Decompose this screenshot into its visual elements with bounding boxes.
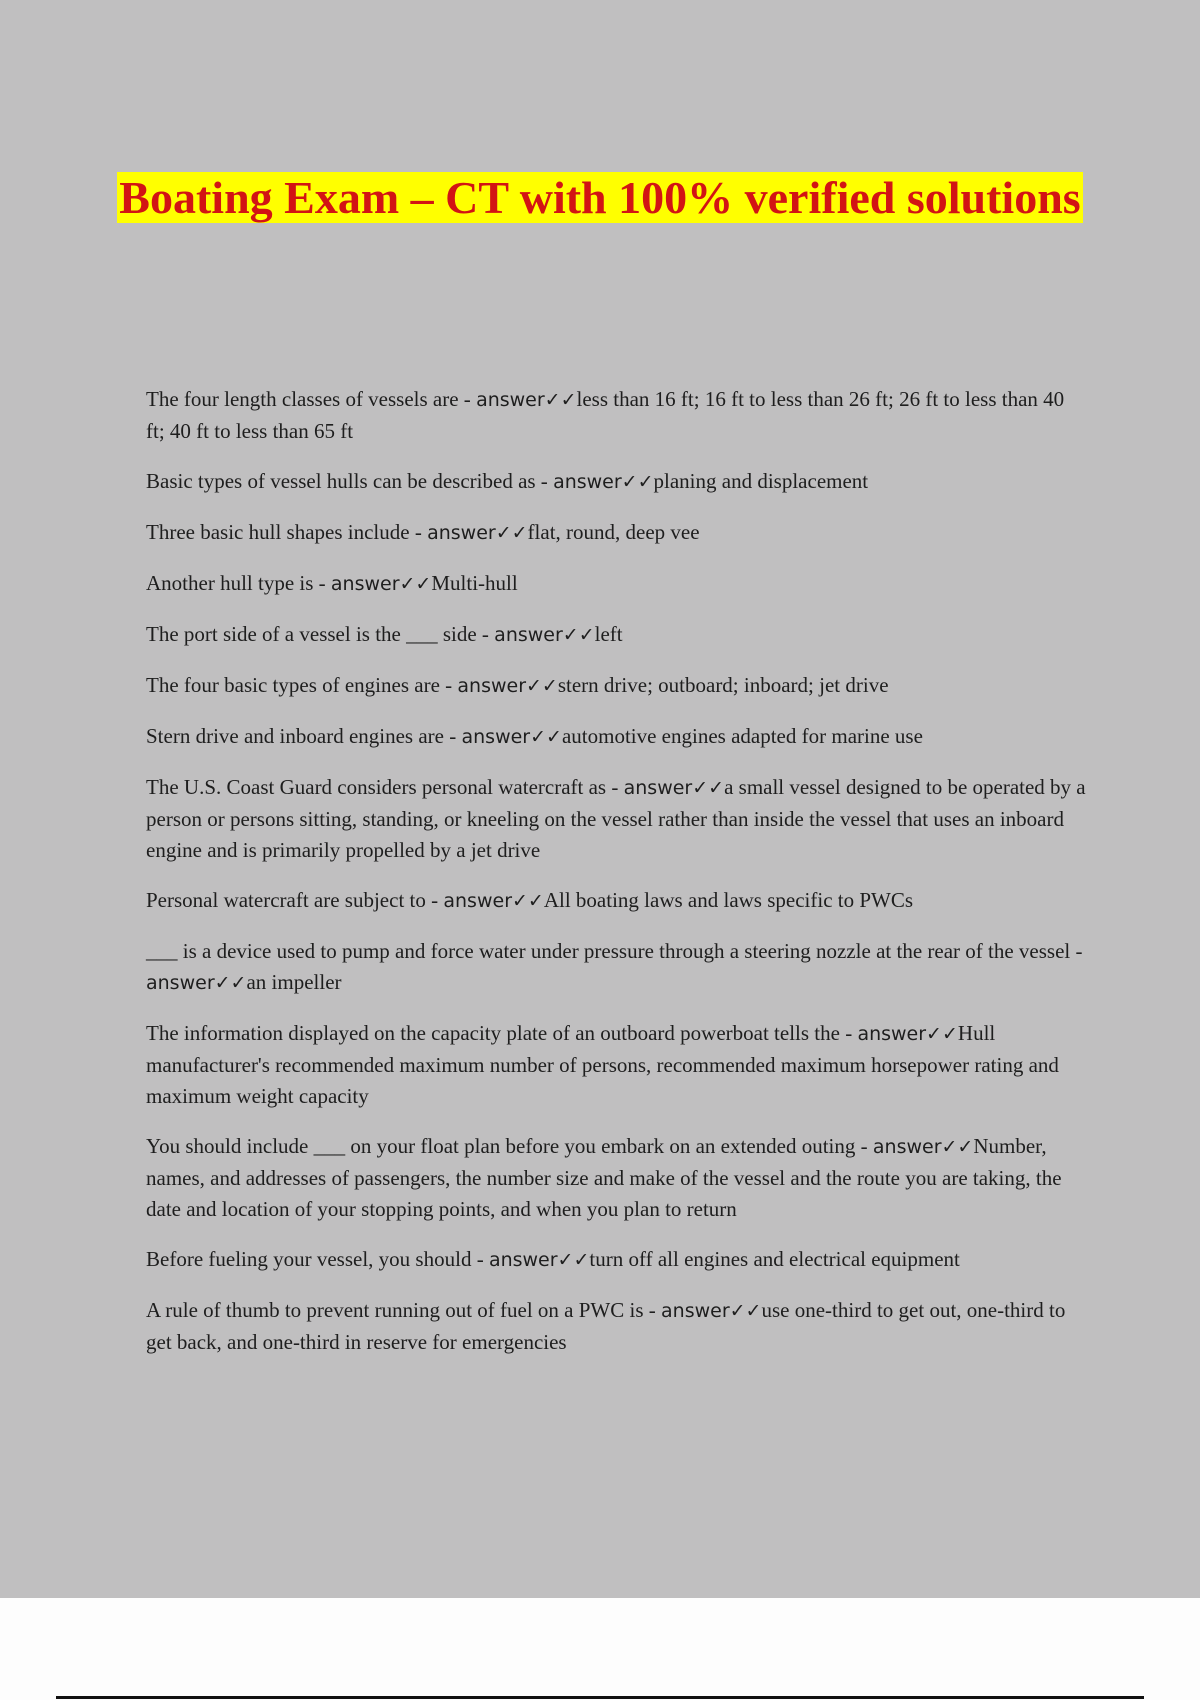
answer-check-marker: answer✓✓ <box>872 1136 974 1158</box>
answer-text: Number, names, and addresses of passengers, the number size and make of the vessel and the route you are taking, the date and location of your stopping points, and when you plan to return <box>146 1134 1062 1221</box>
question-text: The U.S. Coast Guard considers personal watercraft as - <box>146 775 624 799</box>
qa-item <box>146 885 1086 917</box>
answer-check-marker: answer✓✓ <box>330 573 432 595</box>
qa-item <box>146 1018 1086 1112</box>
answer-text: turn off all engines and electrical equipment <box>589 1247 960 1271</box>
answer-text: use one-third to get out, one-third to get back, and one-third in reserve for emergencies <box>146 1298 1066 1354</box>
answer-text: left <box>594 622 623 646</box>
qa-item <box>146 619 1086 651</box>
answer-check-marker: answer✓✓ <box>661 1300 762 1322</box>
qa-item <box>146 466 1086 498</box>
answer-text: flat, round, deep vee <box>527 520 700 544</box>
question-text: The four length classes of vessels are - <box>146 387 477 411</box>
answer-check-marker: answer✓✓ <box>553 471 654 493</box>
question-text: ___ is a device used to pump and force water under pressure through a steering nozzle at the rear of the vessel - <box>146 939 1083 963</box>
qa-item <box>146 670 1086 702</box>
answer-check-marker: answer✓✓ <box>443 890 544 912</box>
title-block <box>0 168 1200 228</box>
answer-text: Multi-hull <box>431 571 518 595</box>
qa-item <box>146 1244 1086 1276</box>
answer-text: less than 16 ft; 16 ft to less than 26 ft; 26 ft to less than 40 ft; 40 ft to less than 65 ft <box>146 387 1065 443</box>
document-title: Boating Exam – CT with 100% verified solutions <box>119 172 1081 223</box>
answer-check-marker: answer✓✓ <box>494 624 595 646</box>
answer-check-marker: answer✓✓ <box>623 777 725 799</box>
question-text: The port side of a vessel is the ___ side - <box>146 622 495 646</box>
question-text: A rule of thumb to prevent running out of fuel on a PWC is - <box>146 1298 662 1322</box>
qa-item <box>146 568 1086 600</box>
answer-check-marker: answer✓✓ <box>857 1023 958 1045</box>
answer-text: automotive engines adapted for marine use <box>561 724 923 748</box>
question-text: Another hull type is - <box>146 571 331 595</box>
answer-text: an impeller <box>246 970 342 994</box>
footer-divider <box>56 1696 1144 1699</box>
question-answer-list <box>146 384 1086 1377</box>
question-text: The information displayed on the capacity plate of an outboard powerboat tells the - <box>146 1021 858 1045</box>
qa-item <box>146 1295 1086 1358</box>
qa-item <box>146 1131 1086 1225</box>
qa-item <box>146 772 1086 866</box>
qa-item <box>146 517 1086 549</box>
question-text: Before fueling your vessel, you should - <box>146 1247 489 1271</box>
answer-text: All boating laws and laws specific to PWCs <box>543 888 914 912</box>
answer-text: Hull manufacturer's recommended maximum number of persons, recommended maximum horsepower rating and maximum weight capacity <box>146 1021 1059 1108</box>
answer-text: stern drive; outboard; inboard; jet drive <box>557 673 889 697</box>
answer-check-marker: answer✓✓ <box>457 675 558 697</box>
answer-check-marker: answer✓✓ <box>488 1249 590 1271</box>
qa-item <box>146 384 1086 447</box>
answer-check-marker: answer✓✓ <box>461 726 562 748</box>
question-text: Three basic hull shapes include - <box>146 520 428 544</box>
question-text: You should include ___ on your float plan before you embark on an extended outing - <box>146 1134 873 1158</box>
answer-check-marker: answer✓✓ <box>476 389 577 411</box>
qa-item <box>146 936 1086 999</box>
question-text: Stern drive and inboard engines are - <box>146 724 462 748</box>
qa-item <box>146 721 1086 753</box>
answer-check-marker: answer✓✓ <box>427 522 528 544</box>
question-text: Personal watercraft are subject to - <box>146 888 444 912</box>
question-text: Basic types of vessel hulls can be described as - <box>146 469 554 493</box>
answer-check-marker: answer✓✓ <box>146 972 247 994</box>
answer-text: a small vessel designed to be operated by a person or persons sitting, standing, or kneeling on the vessel rather than inside the vessel that uses an inboard engine and is primarily propelled by a jet drive <box>146 775 1086 862</box>
answer-text: planing and displacement <box>653 469 869 493</box>
question-text: The four basic types of engines are - <box>146 673 458 697</box>
